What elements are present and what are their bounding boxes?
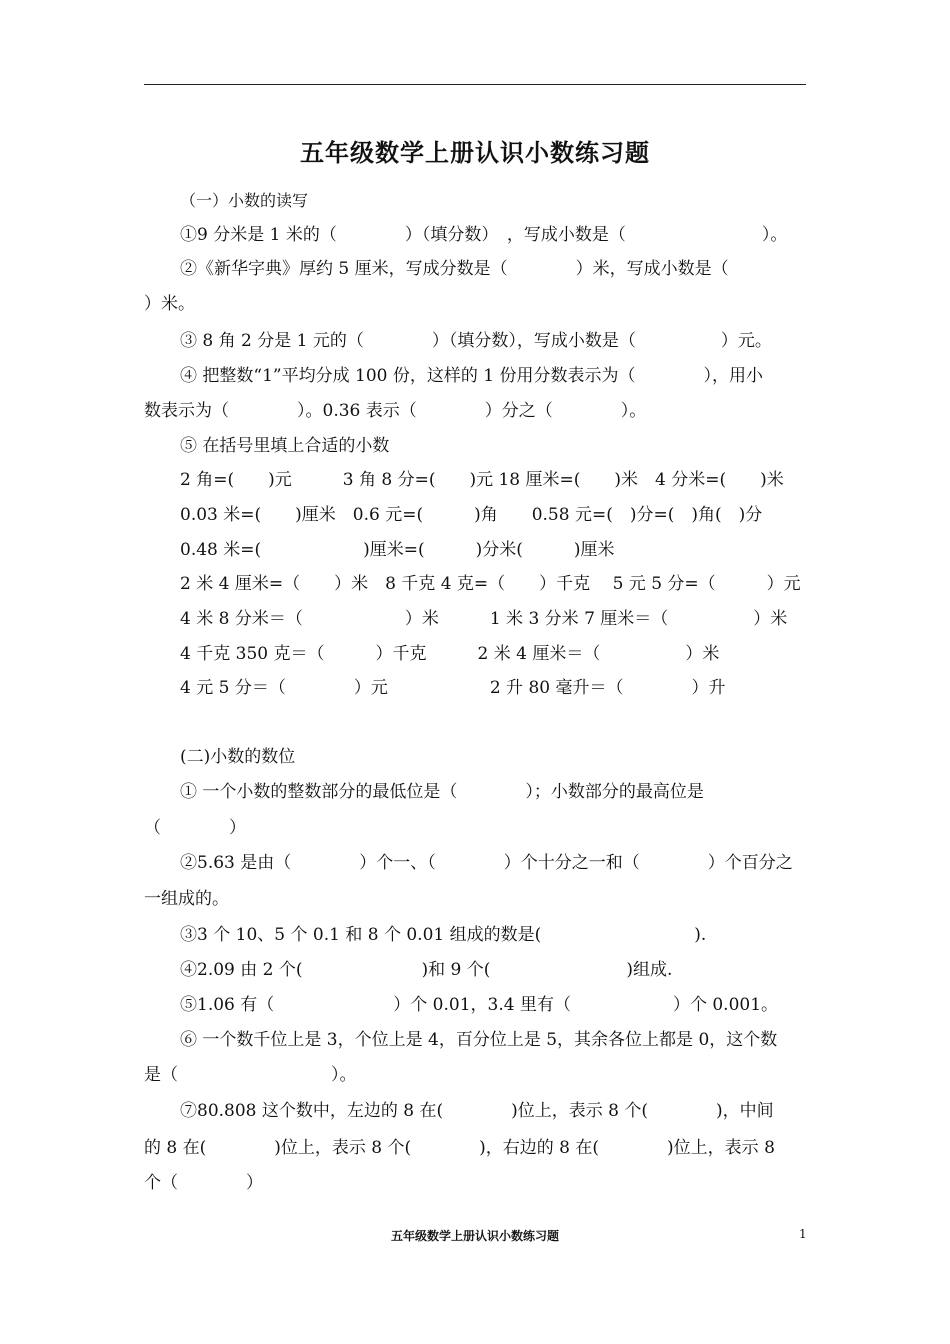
question-line: ①9 分米是 1 米的（ ）（填分数） ，写成小数是（ ）。 (180, 225, 788, 245)
question-line: （ ） (144, 818, 246, 838)
section-heading: (二)小数的数位 (180, 747, 296, 767)
question-line: 是（ ）。 (144, 1065, 357, 1085)
question-line: ）米。 (144, 294, 195, 314)
exercise-row: 2 米 4 厘米=（ ）米 8 千克 4 克=（ ）千克 5 元 5 分=（ ）元 (180, 574, 801, 594)
exercise-row: 2 角=( )元 3 角 8 分=( )元 18 厘米=( )米 4 分米=( )米 (180, 470, 784, 490)
question-line: ⑤ 在括号里填上合适的小数 (180, 436, 390, 456)
question-line: 的 8 在( )位上，表示 8 个( )，右边的 8 在( )位上，表示 8 (144, 1138, 775, 1158)
exercise-row: 0.48 米=( )厘米=( )分米( )厘米 (180, 540, 615, 560)
exercise-row: 0.03 米=( )厘米 0.6 元=( )角 0.58 元=( )分=( )角( )分 (180, 505, 763, 525)
exercise-row: 4 千克 350 克＝（ ）千克 2 米 4 厘米＝（ ）米 (180, 644, 720, 664)
footer-title: 五年级数学上册认识小数练习题 (390, 1229, 559, 1243)
question-line: ③3 个 10、5 个 0.1 和 8 个 0.01 组成的数是( ). (180, 925, 707, 945)
question-line: ① 一个小数的整数部分的最低位是（ ）；小数部分的最高位是 (180, 782, 704, 802)
exercise-row: 4 元 5 分＝（ ）元 2 升 80 毫升＝（ ）升 (180, 678, 726, 698)
question-line: ②5.63 是由（ ）个一、（ ）个十分之一和（ ）个百分之 (180, 853, 793, 873)
question-line: 一组成的。 (144, 889, 229, 909)
question-line: 数表示为（ ）。0.36 表示（ ）分之（ ）。 (144, 401, 647, 421)
question-line: ④2.09 由 2 个( )和 9 个( )组成. (180, 960, 673, 980)
question-line: ④ 把整数“1”平均分成 100 份，这样的 1 份用分数表示为（ ），用小 (180, 366, 763, 386)
header-rule (144, 84, 806, 85)
question-line: ⑦80.808 这个数中，左边的 8 在( )位上，表示 8 个( )，中间 (180, 1101, 774, 1121)
question-line: 个（ ） (144, 1173, 263, 1193)
page-number: 1 (799, 1227, 807, 1241)
section-heading: （一）小数的读写 (180, 191, 309, 210)
question-line: ②《新华字典》厚约 5 厘米，写成分数是（ ）米，写成小数是（ (180, 259, 729, 279)
document-title: 五年级数学上册认识小数练习题 (300, 138, 650, 167)
question-line: ⑥ 一个数千位上是 3，个位上是 4，百分位上是 5，其余各位上都是 0，这个数 (180, 1030, 778, 1050)
exercise-row: 4 米 8 分米＝（ ）米 1 米 3 分米 7 厘米＝（ ）米 (180, 609, 788, 629)
question-line: ③ 8 角 2 分是 1 元的（ ）（填分数），写成小数是（ ）元。 (180, 331, 772, 351)
question-line: ⑤1.06 有（ ）个 0.01，3.4 里有（ ）个 0.001。 (180, 995, 779, 1015)
